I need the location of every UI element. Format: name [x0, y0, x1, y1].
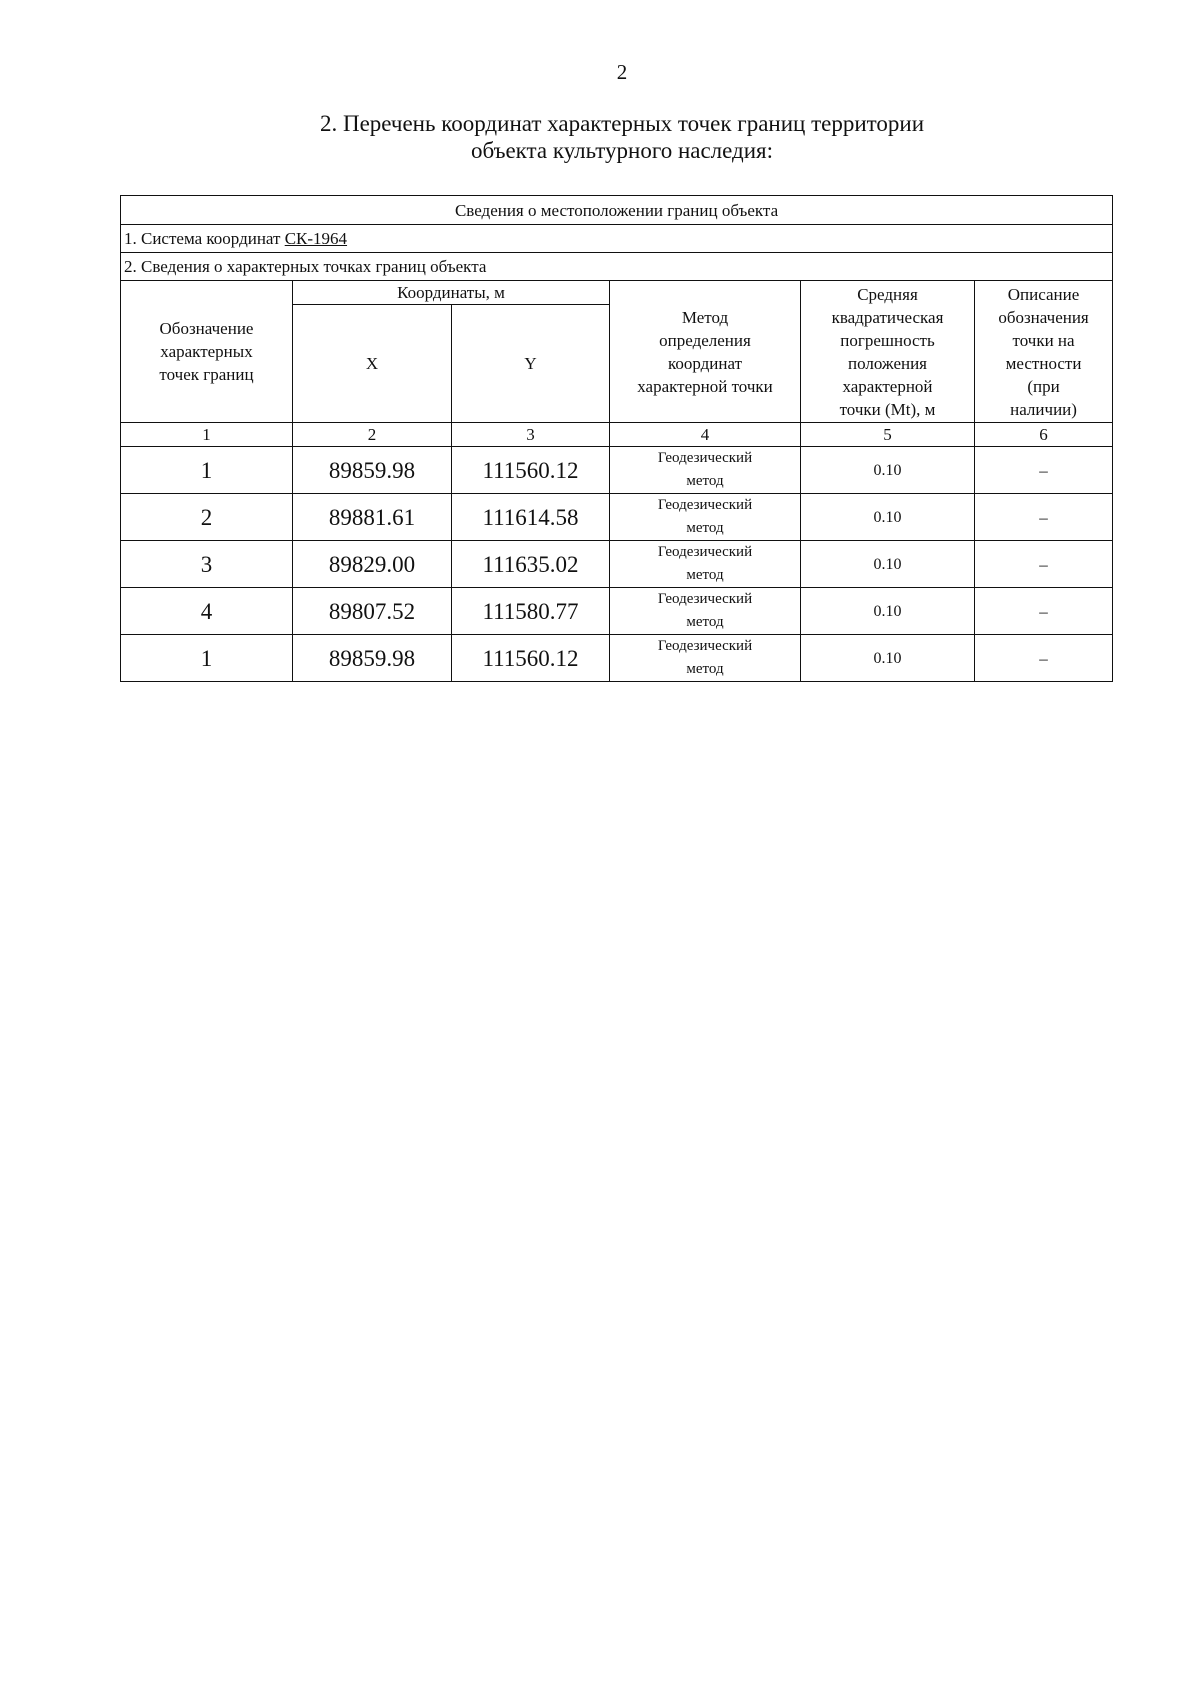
table-row [121, 635, 1113, 682]
col-number: 5 [801, 423, 975, 447]
cell-point: 3 [121, 541, 293, 588]
cell-y: 111580.77 [452, 588, 610, 635]
cell-x: 89807.52 [293, 588, 452, 635]
document-title-line-1: 2. Перечень координат характерных точек границ территории [319, 111, 925, 136]
col-header-y: Y [452, 305, 610, 423]
cell-description: – [975, 588, 1113, 635]
cell-x: 89859.98 [293, 447, 452, 494]
cell-point: 4 [121, 588, 293, 635]
page-number: 2 [616, 60, 628, 84]
table-row [121, 447, 1113, 494]
coordinate-system-value: СК-1964 [284, 229, 348, 248]
table-row [121, 588, 1113, 635]
cell-method: Геодезический метод [610, 447, 801, 494]
table-row [121, 494, 1113, 541]
cell-method: Геодезический метод [610, 494, 801, 541]
col-header-coordinates: Координаты, м [293, 281, 610, 305]
table-row [121, 541, 1113, 588]
cell-point: 2 [121, 494, 293, 541]
col-header-method: Метод определения координат характерной точки [610, 281, 801, 423]
coordinates-table [120, 195, 1113, 682]
cell-x: 89881.61 [293, 494, 452, 541]
cell-y: 111560.12 [452, 635, 610, 682]
document-title-line-2: объекта культурного наследия: [470, 138, 774, 163]
cell-y: 111614.58 [452, 494, 610, 541]
col-header-designation: Обозначение характерных точек границ [121, 281, 293, 423]
cell-method: Геодезический метод [610, 635, 801, 682]
col-number: 1 [121, 423, 293, 447]
cell-y: 111635.02 [452, 541, 610, 588]
points-section-label: 2. Сведения о характерных точках границ объекта [121, 253, 1113, 281]
cell-error: 0.10 [801, 588, 975, 635]
cell-method: Геодезический метод [610, 588, 801, 635]
cell-description: – [975, 541, 1113, 588]
cell-error: 0.10 [801, 541, 975, 588]
col-number: 3 [452, 423, 610, 447]
cell-description: – [975, 494, 1113, 541]
col-number: 6 [975, 423, 1113, 447]
cell-error: 0.10 [801, 635, 975, 682]
cell-error: 0.10 [801, 494, 975, 541]
cell-description: – [975, 447, 1113, 494]
table-header: Сведения о местоположении границ объекта [121, 196, 1113, 225]
cell-point: 1 [121, 635, 293, 682]
col-number: 2 [293, 423, 452, 447]
col-number: 4 [610, 423, 801, 447]
col-header-description: Описание обозначения точки на местности (при наличии) [975, 281, 1113, 423]
cell-y: 111560.12 [452, 447, 610, 494]
document-title [0, 110, 1200, 164]
cell-description: – [975, 635, 1113, 682]
cell-error: 0.10 [801, 447, 975, 494]
col-header-error: Средняя квадратическая погрешность положения характерной точки (Mt), м [801, 281, 975, 423]
col-header-x: X [293, 305, 452, 423]
coordinate-system-row [121, 225, 1113, 253]
cell-point: 1 [121, 447, 293, 494]
coordinate-system-label: 1. Система координат [124, 229, 285, 248]
cell-x: 89859.98 [293, 635, 452, 682]
cell-x: 89829.00 [293, 541, 452, 588]
cell-method: Геодезический метод [610, 541, 801, 588]
